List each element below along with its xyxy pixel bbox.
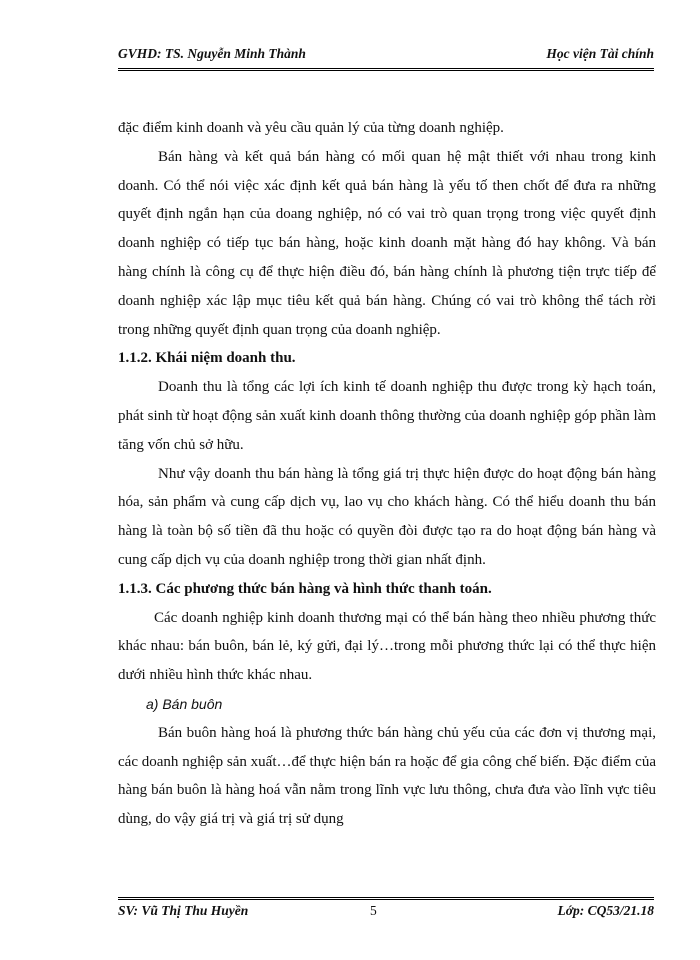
footer-rule — [118, 897, 654, 900]
subheading-a: a) Bán buôn — [146, 695, 223, 712]
paragraph-6: Bán buôn hàng hoá là phương thức bán hàng chủ yếu của các đơn vị thương mại, các doanh nghiệp sản xuất…để thực hiện bán ra hoặc để gia công chế biến. Đặc điểm của hàng bán buôn là hàng hoá vẫn nằm trong lĩnh vực lưu thông, chưa đưa vào lĩnh vực tiêu dùng, do vậy giá trị và giá trị sử dụng — [118, 724, 656, 828]
page-footer — [118, 903, 654, 923]
paragraph-3: Doanh thu là tổng các lợi ích kinh tế doanh nghiệp thu được trong kỳ hạch toán, phát sinh từ hoạt động sản xuất kinh doanh thông thường của doanh nghiệp góp phần làm tăng vốn chủ sở hữu. — [118, 379, 656, 453]
header-institution: Học viện Tài chính — [546, 46, 654, 61]
page-number: 5 — [370, 903, 377, 918]
footer-student: SV: Vũ Thị Thu Huyền — [118, 903, 249, 918]
paragraph-1: đặc điểm kinh doanh và yêu cầu quản lý của từng doanh nghiệp. — [118, 120, 504, 136]
paragraph-4: Như vậy doanh thu bán hàng là tổng giá trị thực hiện được do hoạt động bán hàng hóa, sản phẩm và cung cấp dịch vụ, lao vụ cho khách hàng. Có thể hiểu doanh thu bán hàng là toàn bộ số tiền đã thu hoặc có quyền đòi được tạo ra do hoạt động bán hàng và cung cấp dịch vụ của doanh nghiệp trong thời gian nhất định. — [118, 465, 656, 568]
footer-class: Lớp: CQ53/21.18 — [557, 903, 654, 918]
section-heading-1-1-2: 1.1.2. Khái niệm doanh thu. — [118, 350, 296, 367]
header-advisor: GVHD: TS. Nguyễn Minh Thành — [118, 46, 306, 61]
page-header — [118, 46, 654, 68]
header-rule — [118, 68, 654, 71]
paragraph-5: Các doanh nghiệp kinh doanh thương mại có thể bán hàng theo nhiều phương thức khác nhau: bán buôn, bán lẻ, ký gửi, đại lý…trong mỗi phương thức lại có thể thực hiện dưới nhiều hình thức khác nhau. — [118, 609, 656, 684]
section-heading-1-1-3: 1.1.3. Các phương thức bán hàng và hình thức thanh toán. — [118, 580, 492, 597]
paragraph-2: Bán hàng và kết quả bán hàng có mối quan hệ mật thiết với nhau trong kinh doanh. Có thể nói việc xác định kết quả bán hàng là yếu tố then chốt để đưa ra những quyết định ngắn hạn của doang nghiệp, nó có vai trò quan trọng trong việc quyết định doanh nghiệp có tiếp tục bán hàng, hoặc kinh doanh mặt hàng đó hay không. Và bán hàng chính là công cụ để thực hiện điều đó, bán hàng chính là phương tiện trực tiếp để doanh nghiệp xác lập mục tiêu kết quả bán hàng. Chúng có vai trò không thể tách rời trong những quyết định quan trọng của doanh nghiệp. — [118, 148, 656, 338]
page-body — [118, 114, 656, 834]
